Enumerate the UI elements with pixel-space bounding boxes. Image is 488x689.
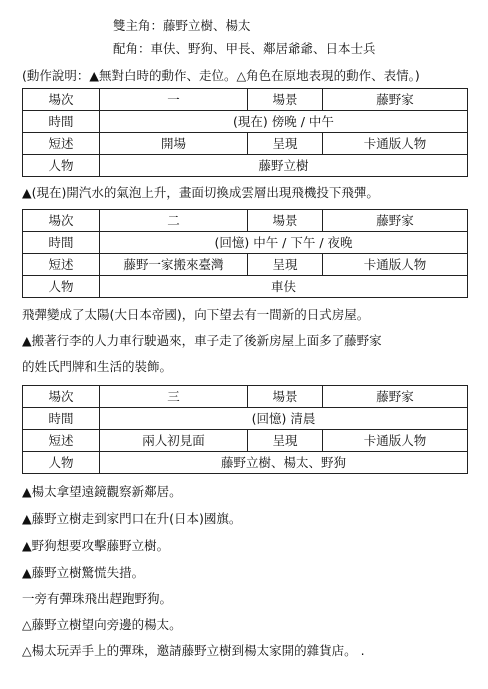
scene-time: (現在) 傍晚 / 中午 xyxy=(100,111,468,133)
label-style: 呈現 xyxy=(248,430,323,452)
scene-table-2 xyxy=(22,209,468,298)
label-style: 呈現 xyxy=(248,254,323,276)
label-scene: 場次 xyxy=(23,386,100,408)
scene3-text-line-4: ▲藤野立樹驚慌失措。 xyxy=(22,565,145,580)
scene-number: 二 xyxy=(100,210,248,232)
label-summary: 短述 xyxy=(23,133,100,155)
label-location: 場景 xyxy=(248,89,323,111)
lead-cast: 雙主角：藤野立樹、楊太 xyxy=(113,18,251,33)
scene-time: (回憶) 中午 / 下午 / 夜晚 xyxy=(100,232,468,254)
scene-location: 藤野家 xyxy=(323,89,468,111)
scene3-text-line-1: ▲楊太拿望遠鏡觀察新鄰居。 xyxy=(22,484,182,499)
label-characters: 人物 xyxy=(23,155,100,177)
scene3-text-line-2: ▲藤野立樹走到家門口在升(日本)國旗。 xyxy=(22,511,242,526)
label-location: 場景 xyxy=(248,210,323,232)
scene-style: 卡通版人物 xyxy=(323,430,468,452)
label-summary: 短述 xyxy=(23,254,100,276)
scene-summary: 藤野一家搬來臺灣 xyxy=(100,254,248,276)
scene2-text-line-3: 的姓氏門牌和生活的裝飾。 xyxy=(22,359,173,374)
scene-number: 三 xyxy=(100,386,248,408)
scene-table-3 xyxy=(22,385,468,474)
label-style: 呈現 xyxy=(248,133,323,155)
label-characters: 人物 xyxy=(23,276,100,298)
scene-characters: 藤野立樹 xyxy=(100,155,468,177)
scene-style: 卡通版人物 xyxy=(323,133,468,155)
scene-summary: 兩人初見面 xyxy=(100,430,248,452)
supporting-cast: 配角：車伕、野狗、甲長、鄰居爺爺、日本士兵 xyxy=(113,41,376,56)
label-location: 場景 xyxy=(248,386,323,408)
scene-characters: 車伕 xyxy=(100,276,468,298)
scene3-text-line-6: △藤野立樹望向旁邊的楊太。 xyxy=(22,617,182,632)
scene-style: 卡通版人物 xyxy=(323,254,468,276)
scene2-text-line-1: 飛彈變成了太陽(大日本帝國)，向下望去有一間新的日式房屋。 xyxy=(22,307,370,322)
label-time: 時間 xyxy=(23,111,100,133)
scene3-text-line-7: △楊太玩弄手上的彈珠，邀請藤野立樹到楊太家開的雜貨店。 . xyxy=(22,643,365,658)
label-time: 時間 xyxy=(23,232,100,254)
scene-location: 藤野家 xyxy=(323,210,468,232)
action-legend: (動作說明：▲無對白時的動作、走位。△角色在原地表現的動作、表情。) xyxy=(22,68,420,83)
label-summary: 短述 xyxy=(23,430,100,452)
scene-characters: 藤野立樹、楊太、野狗 xyxy=(100,452,468,474)
scene3-text-line-5: 一旁有彈珠飛出趕跑野狗。 xyxy=(22,591,173,606)
label-characters: 人物 xyxy=(23,452,100,474)
scene-time: (回憶) 清晨 xyxy=(100,408,468,430)
label-scene: 場次 xyxy=(23,89,100,111)
scene2-text-line-2: ▲搬著行李的人力車行駛過來，車子走了後新房屋上面多了藤野家 xyxy=(22,333,382,348)
scene-summary: 開場 xyxy=(100,133,248,155)
scene1-action-line: ▲(現在)開汽水的氣泡上升，畫面切換成雲層出現飛機投下飛彈。 xyxy=(22,185,379,200)
scene-number: 一 xyxy=(100,89,248,111)
label-time: 時間 xyxy=(23,408,100,430)
scene3-text-line-3: ▲野狗想要攻擊藤野立樹。 xyxy=(22,538,170,553)
label-scene: 場次 xyxy=(23,210,100,232)
scene-table-1 xyxy=(22,88,468,177)
scene-location: 藤野家 xyxy=(323,386,468,408)
